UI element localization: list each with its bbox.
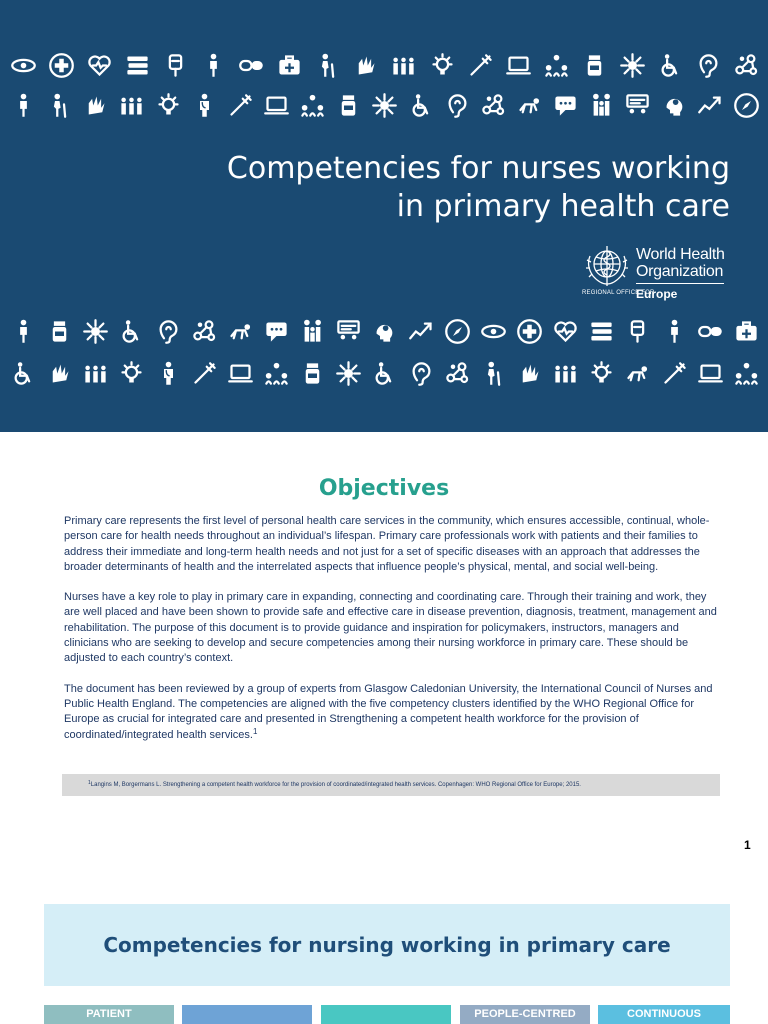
ear-icon (155, 318, 182, 345)
first-aid-kit-icon (733, 318, 760, 345)
person-icon (200, 52, 227, 79)
who-name-line-2: Organization (636, 263, 724, 280)
wheelchair-icon (371, 360, 398, 387)
doctor-icon (191, 92, 218, 119)
person-icon (10, 92, 37, 119)
network-people-icon (263, 360, 290, 387)
competencies-banner (44, 904, 730, 986)
network-people-icon (543, 52, 570, 79)
document-title (130, 150, 730, 226)
group-icon (82, 360, 109, 387)
syringe-icon (227, 92, 254, 119)
doctor-icon (155, 360, 182, 387)
region-label: Europe (636, 287, 678, 301)
laptop-icon (505, 52, 532, 79)
logo-divider (636, 283, 724, 284)
who-emblem-icon (582, 242, 632, 292)
medicine-bottle-icon (335, 92, 362, 119)
who-name-line-1: World Health (636, 246, 725, 263)
trend-icon (697, 92, 724, 119)
pictogram-row (10, 50, 760, 80)
books-icon (588, 318, 615, 345)
elderly-person-icon (46, 92, 73, 119)
lightbulb-icon (155, 92, 182, 119)
paragraph-3-text: The document has been reviewed by a group of experts from Glasgow Caledonian University, the International Council of Nurses and Public Health England. The competencies are aligned with the five competency clusters identified by the WHO Regional Office for Europe as crucial for integrated care and presented in Strengthening a competent health workforce for the provision of coordinated/integrated health services. (64, 682, 713, 741)
cluster-box-1 (44, 1005, 174, 1024)
books-icon (124, 52, 151, 79)
heart-rate-icon (552, 318, 579, 345)
syringe-icon (661, 360, 688, 387)
title-line-1: Competencies for nurses working (226, 151, 730, 186)
family-icon (299, 318, 326, 345)
presentation-icon (335, 318, 362, 345)
iv-drip-icon (624, 318, 651, 345)
objectives-body (64, 514, 718, 758)
ear-icon (408, 360, 435, 387)
wheelchair-icon (657, 52, 684, 79)
regional-office-label: REGIONAL OFFICE FOR (582, 290, 655, 296)
family-icon (588, 92, 615, 119)
compass-icon (444, 318, 471, 345)
laptop-icon (697, 360, 724, 387)
sign-language-icon (82, 92, 109, 119)
brain-icon (371, 318, 398, 345)
sign-language-icon (516, 360, 543, 387)
pictogram-row (10, 316, 760, 346)
lightbulb-icon (588, 360, 615, 387)
molecule-icon (444, 360, 471, 387)
medicine-bottle-icon (46, 318, 73, 345)
network-people-icon (299, 92, 326, 119)
ear-icon (444, 92, 471, 119)
ear-icon (695, 52, 722, 79)
footnote-reference[interactable]: 1 (252, 726, 258, 736)
syringe-icon (191, 360, 218, 387)
cover-banner (0, 0, 768, 432)
group-icon (390, 52, 417, 79)
objectives-paragraph-2: Nurses have a key role to play in primary care in expanding, connecting and coordinating care. Through their training and work, they are well placed and have been shown to provide safe and effective care in disease prevention, diagnosis, treatment, management and rehabilitation. The purpose of this document is to provide guidance and inspiration for policymakers, instructors, managers and clinicians who are seeking to develop and secure competencies among their nursing workforce in primary care. These should be adjusted to each country’s context. (64, 591, 717, 665)
pictogram-row (10, 358, 760, 388)
presentation-icon (624, 92, 651, 119)
trend-icon (408, 318, 435, 345)
laptop-icon (263, 92, 290, 119)
sign-language-icon (46, 360, 73, 387)
medical-cross-icon (516, 318, 543, 345)
cluster-box-5 (598, 1005, 730, 1024)
objectives-paragraph-3 (64, 682, 718, 743)
crawling-baby-icon (624, 360, 651, 387)
cluster-box-2 (182, 1005, 312, 1024)
eye-icon (10, 52, 37, 79)
chat-bubble-icon (552, 92, 579, 119)
cluster-label-1: PATIENT (86, 1008, 132, 1020)
virus-icon (371, 92, 398, 119)
group-icon (552, 360, 579, 387)
objectives-heading: Objectives (318, 476, 450, 501)
eye-icon (480, 318, 507, 345)
cluster-label-3 (321, 1005, 451, 1007)
brain-icon (661, 92, 688, 119)
medicine-bottle-icon (299, 360, 326, 387)
title-line-2: in primary health care (396, 189, 730, 224)
medical-cross-icon (48, 52, 75, 79)
virus-icon (335, 360, 362, 387)
footnote (62, 774, 720, 796)
competencies-title: Competencies for nursing working in primary care (103, 933, 671, 957)
cluster-label-5: CONTINUOUS (627, 1008, 701, 1020)
objectives-paragraph-1: Primary care represents the first level of personal health care services in the community, which ensures accessible, continual, whole-person care for health needs throughout an individual’s lifespan. Primary care professionals work with patients and their families to address their immediate and long-term health needs and not just for a set of specific diseases with an approach that addresses the broader determinants of health and the interrelated aspects that influence people’s physical, mental, and social well-being. (64, 515, 710, 573)
footnote-text: Langins M, Borgermans L. Strengthening a competent health workforce for the provision of coordinated/integrated health services. Copenhagen: WHO Regional Office for Europe; 2015. (90, 782, 581, 788)
pictogram-row (10, 90, 760, 120)
person-icon (661, 318, 688, 345)
who-name (636, 246, 725, 280)
chat-bubble-icon (263, 318, 290, 345)
wheelchair-icon (10, 360, 37, 387)
elderly-person-icon (314, 52, 341, 79)
crawling-baby-icon (516, 92, 543, 119)
pills-icon (697, 318, 724, 345)
compass-icon (733, 92, 760, 119)
molecule-icon (480, 92, 507, 119)
person-icon (10, 318, 37, 345)
pills-icon (238, 52, 265, 79)
crawling-baby-icon (227, 318, 254, 345)
network-people-icon (733, 360, 760, 387)
wheelchair-icon (408, 92, 435, 119)
cluster-label-2 (182, 1005, 312, 1007)
molecule-icon (191, 318, 218, 345)
wheelchair-icon (118, 318, 145, 345)
iv-drip-icon (162, 52, 189, 79)
footnote-marker: 1 (88, 780, 91, 786)
first-aid-kit-icon (276, 52, 303, 79)
virus-icon (82, 318, 109, 345)
heart-rate-icon (86, 52, 113, 79)
laptop-icon (227, 360, 254, 387)
who-europe-logo (582, 242, 732, 304)
cluster-box-3 (321, 1005, 451, 1024)
virus-icon (619, 52, 646, 79)
sign-language-icon (352, 52, 379, 79)
cluster-label-4: PEOPLE-CENTRED (474, 1008, 576, 1020)
molecule-icon (733, 52, 760, 79)
page-number: 1 (744, 838, 751, 852)
group-icon (118, 92, 145, 119)
lightbulb-icon (429, 52, 456, 79)
syringe-icon (467, 52, 494, 79)
medicine-bottle-icon (581, 52, 608, 79)
lightbulb-icon (118, 360, 145, 387)
elderly-person-icon (480, 360, 507, 387)
cluster-box-4 (460, 1005, 590, 1024)
